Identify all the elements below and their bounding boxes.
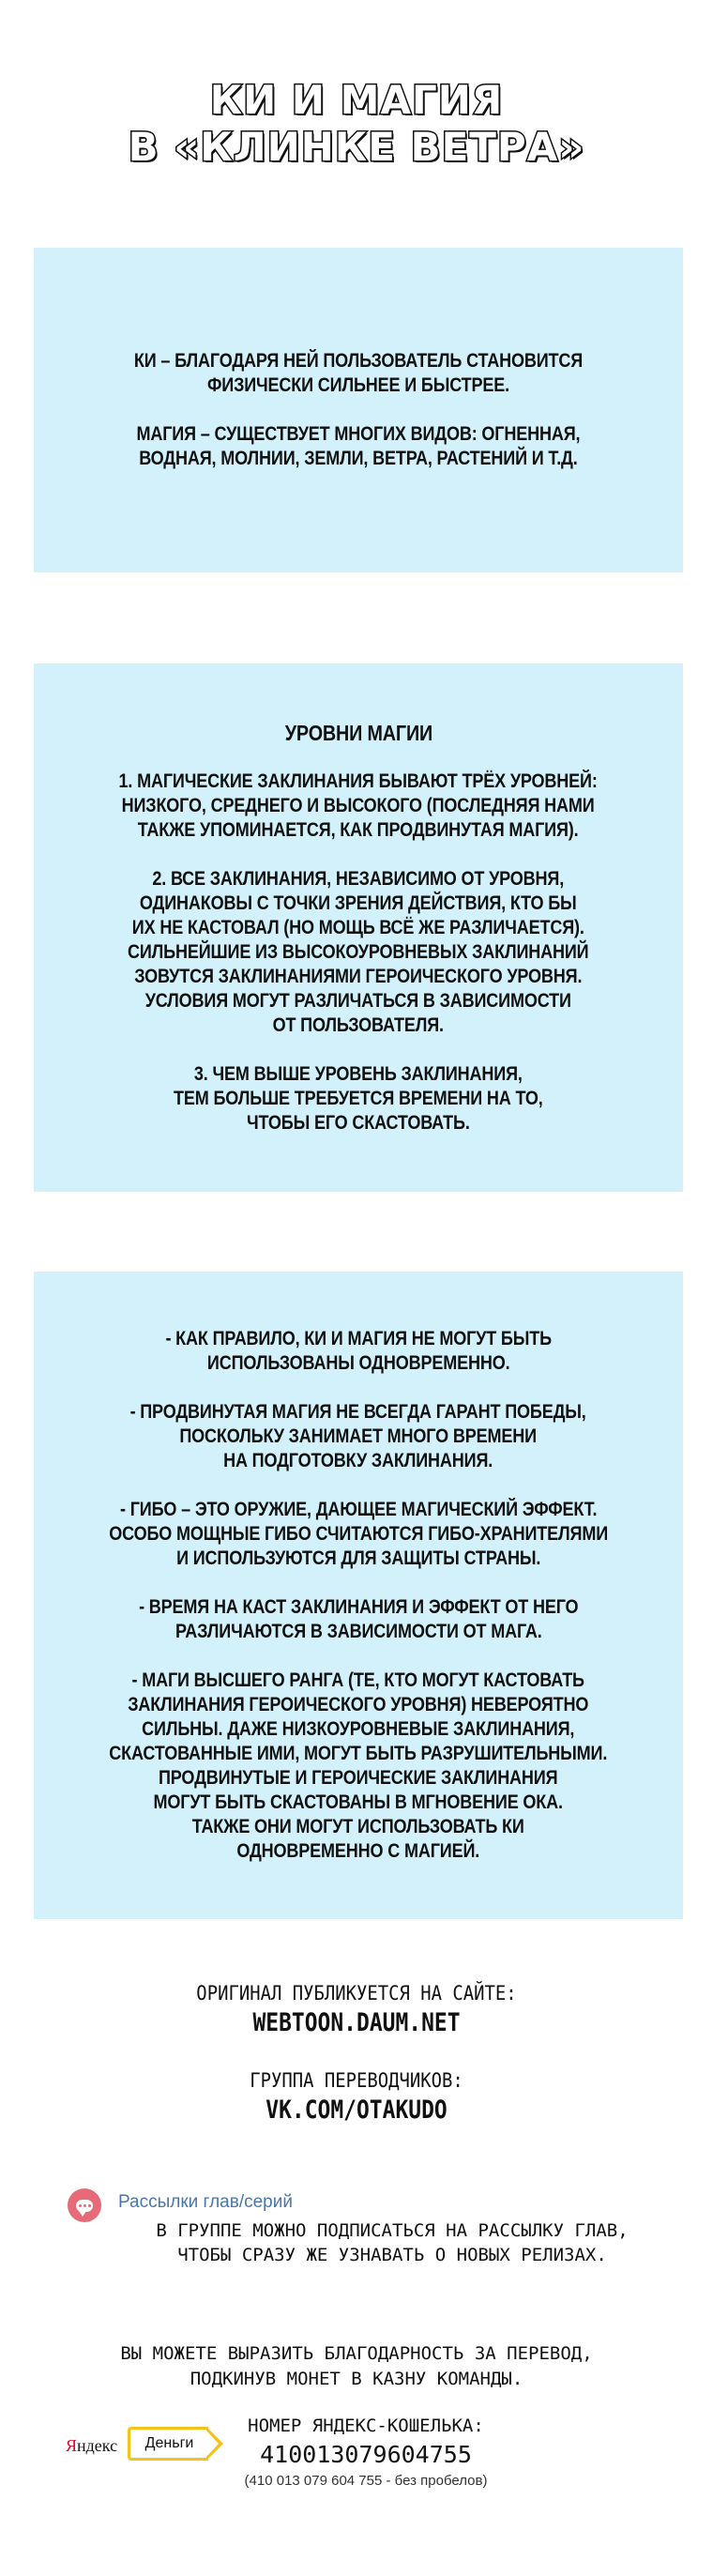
wallet-label: НОМЕР ЯНДЕКС-КОШЕЛЬКА:: [248, 2416, 484, 2436]
panel-paragraph: - МАГИ ВЫСШЕГО РАНГА (ТЕ, КТО МОГУТ КАСТОВАТЬ ЗАКЛИНАНИЯ ГЕРОИЧЕСКОГО УРОВНЯ) НЕВЕРОЯТНО СИЛЬНЫ. ДАЖЕ НИЗКОУРОВНЕВЫЕ ЗАКЛИНАНИЯ, СКАСТОВАННЫЕ ИМИ, МОГУТ БЫТЬ РАЗРУШИТЕЛЬНЫМИ. ПРОДВИНУТЫЕ И ГЕРОИЧЕСКИЕ ЗАКЛИНАНИЯ МОГУТ БЫТЬ СКАСТОВАНЫ В МГНОВЕНИЕ ОКА. ТАКЖЕ ОНИ МОГУТ ИСПОЛЬЗОВАТЬ КИ ОДНОВРЕМЕННО С МАГИЕЙ.: [109, 1669, 608, 1862]
mailing-description: В ГРУППЕ МОЖНО ПОДПИСАТЬСЯ НА РАССЫЛКУ ГЛАВ, ЧТОБЫ СРАЗУ ЖЕ УЗНАВАТЬ О НОВЫХ РЕЛИЗАХ.: [156, 2220, 629, 2265]
panel-paragraph: - ПРОДВИНУТАЯ МАГИЯ НЕ ВСЕГДА ГАРАНТ ПОБЕДЫ, ПОСКОЛЬКУ ЗАНИМАЕТ МНОГО ВРЕМЕНИ НА ПОДГОТОВКУ ЗАКЛИНАНИЯ.: [129, 1401, 587, 1471]
credit-group-link[interactable]: VK.COM/OTAKUDO: [265, 2096, 448, 2125]
info-panel-ki-magic: [34, 248, 683, 572]
panel-paragraph: - ГИБО – ЭТО ОРУЖИЕ, ДАЮЩЕЕ МАГИЧЕСКИЙ ЭФФЕКТ. ОСОБО МОЩНЫЕ ГИБО СЧИТАЮТСЯ ГИБО-ХРАНИТЕЛЯМИ И ИСПОЛЬЗУЮТСЯ ДЛЯ ЗАЩИТЫ СТРАНЫ.: [109, 1499, 608, 1569]
yandex-money-label: Деньги: [128, 2427, 208, 2461]
mailing-block: [66, 2187, 666, 2271]
credit-site-link[interactable]: WEBTOON.DAUM.NET: [252, 2008, 461, 2037]
panel-paragraph: МАГИЯ – СУЩЕСТВУЕТ МНОГИХ ВИДОВ: ОГНЕННАЯ, ВОДНАЯ, МОЛНИИ, ЗЕМЛИ, ВЕТРА, РАСТЕНИЙ И Т.Д.: [136, 423, 581, 469]
credit-translator-group: [0, 2067, 713, 2127]
panel-paragraph: - КАК ПРАВИЛО, КИ И МАГИЯ НЕ МОГУТ БЫТЬ ИСПОЛЬЗОВАНЫ ОДНОВРЕМЕННО.: [165, 1328, 552, 1374]
message-bubble-icon: [68, 2188, 101, 2222]
panel-heading: УРОВНИ МАГИИ: [284, 720, 432, 745]
mailing-link[interactable]: Рассылки глав/серий: [118, 2192, 293, 2212]
page-title: [0, 77, 713, 171]
panel-paragraph: 3. ЧЕМ ВЫШЕ УРОВЕНЬ ЗАКЛИНАНИЯ, ТЕМ БОЛЬШЕ ТРЕБУЕТСЯ ВРЕМЕНИ НА ТО, ЧТОБЫ ЕГО СКАСТОВАТЬ.: [174, 1062, 543, 1134]
credit-original-site: [0, 1980, 713, 2040]
panel-paragraph: - ВРЕМЯ НА КАСТ ЗАКЛИНАНИЯ И ЭФФЕКТ ОТ НЕГО РАЗЛИЧАЮТСЯ В ЗАВИСИМОСТИ ОТ МАГА.: [138, 1596, 579, 1642]
page-title-line-1: КИ И МАГИЯ: [209, 77, 504, 123]
donation-text: ВЫ МОЖЕТЕ ВЫРАЗИТЬ БЛАГОДАРНОСТЬ ЗА ПЕРЕВОД, ПОДКИНУВ МОНЕТ В КАЗНУ КОМАНДЫ.: [120, 2343, 593, 2389]
yandex-brand: Яндекс: [66, 2436, 118, 2455]
wallet-number: 410013079604755: [260, 2441, 472, 2468]
yandex-money-logo: [66, 2427, 225, 2464]
info-panel-magic-levels: [34, 663, 683, 1192]
panel-paragraph: КИ – БЛАГОДАРЯ НЕЙ ПОЛЬЗОВАТЕЛЬ СТАНОВИТСЯ ФИЗИЧЕСКИ СИЛЬНЕЕ И БЫСТРЕЕ.: [133, 350, 584, 396]
wallet-note: (410 013 079 604 755 - без пробелов): [244, 2473, 488, 2489]
info-panel-notes: [34, 1272, 683, 1919]
panel-paragraph: 1. МАГИЧЕСКИЕ ЗАКЛИНАНИЯ БЫВАЮТ ТРЁХ УРОВНЕЙ: НИЗКОГО, СРЕДНЕГО И ВЫСОКОГО (ПОСЛЕДНЯЯ НАМИ ТАКЖЕ УПОМИНАЕТСЯ, КАК ПРОДВИНУТАЯ МАГИЯ).: [118, 770, 599, 841]
credit-site-label: ОРИГИНАЛ ПУБЛИКУЕТСЯ НА САЙТЕ:: [196, 1982, 517, 2004]
panel-paragraph: 2. ВСЕ ЗАКЛИНАНИЯ, НЕЗАВИСИМО ОТ УРОВНЯ, ОДИНАКОВЫ С ТОЧКИ ЗРЕНИЯ ДЕЙСТВИЯ, КТО БЫ ИХ НЕ КАСТОВАЛ (НО МОЩЬ ВСЁ ЖЕ РАЗЛИЧАЕТСЯ). СИЛЬНЕЙШИЕ ИЗ ВЫСОКОУРОВНЕВЫХ ЗАКЛИНАНИЙ ЗОВУТСЯ ЗАКЛИНАНИЯМИ ГЕРОИЧЕСКОГО УРОВНЯ. УСЛОВИЯ МОГУТ РАЗЛИЧАТЬСЯ В ЗАВИСИМОСТИ ОТ ПОЛЬЗОВАТЕЛЯ.: [128, 867, 589, 1036]
page-title-line-2: В «КЛИНКЕ ВЕТРА»: [128, 124, 585, 170]
credit-group-label: ГРУППА ПЕРЕВОДЧИКОВ:: [250, 2069, 463, 2092]
